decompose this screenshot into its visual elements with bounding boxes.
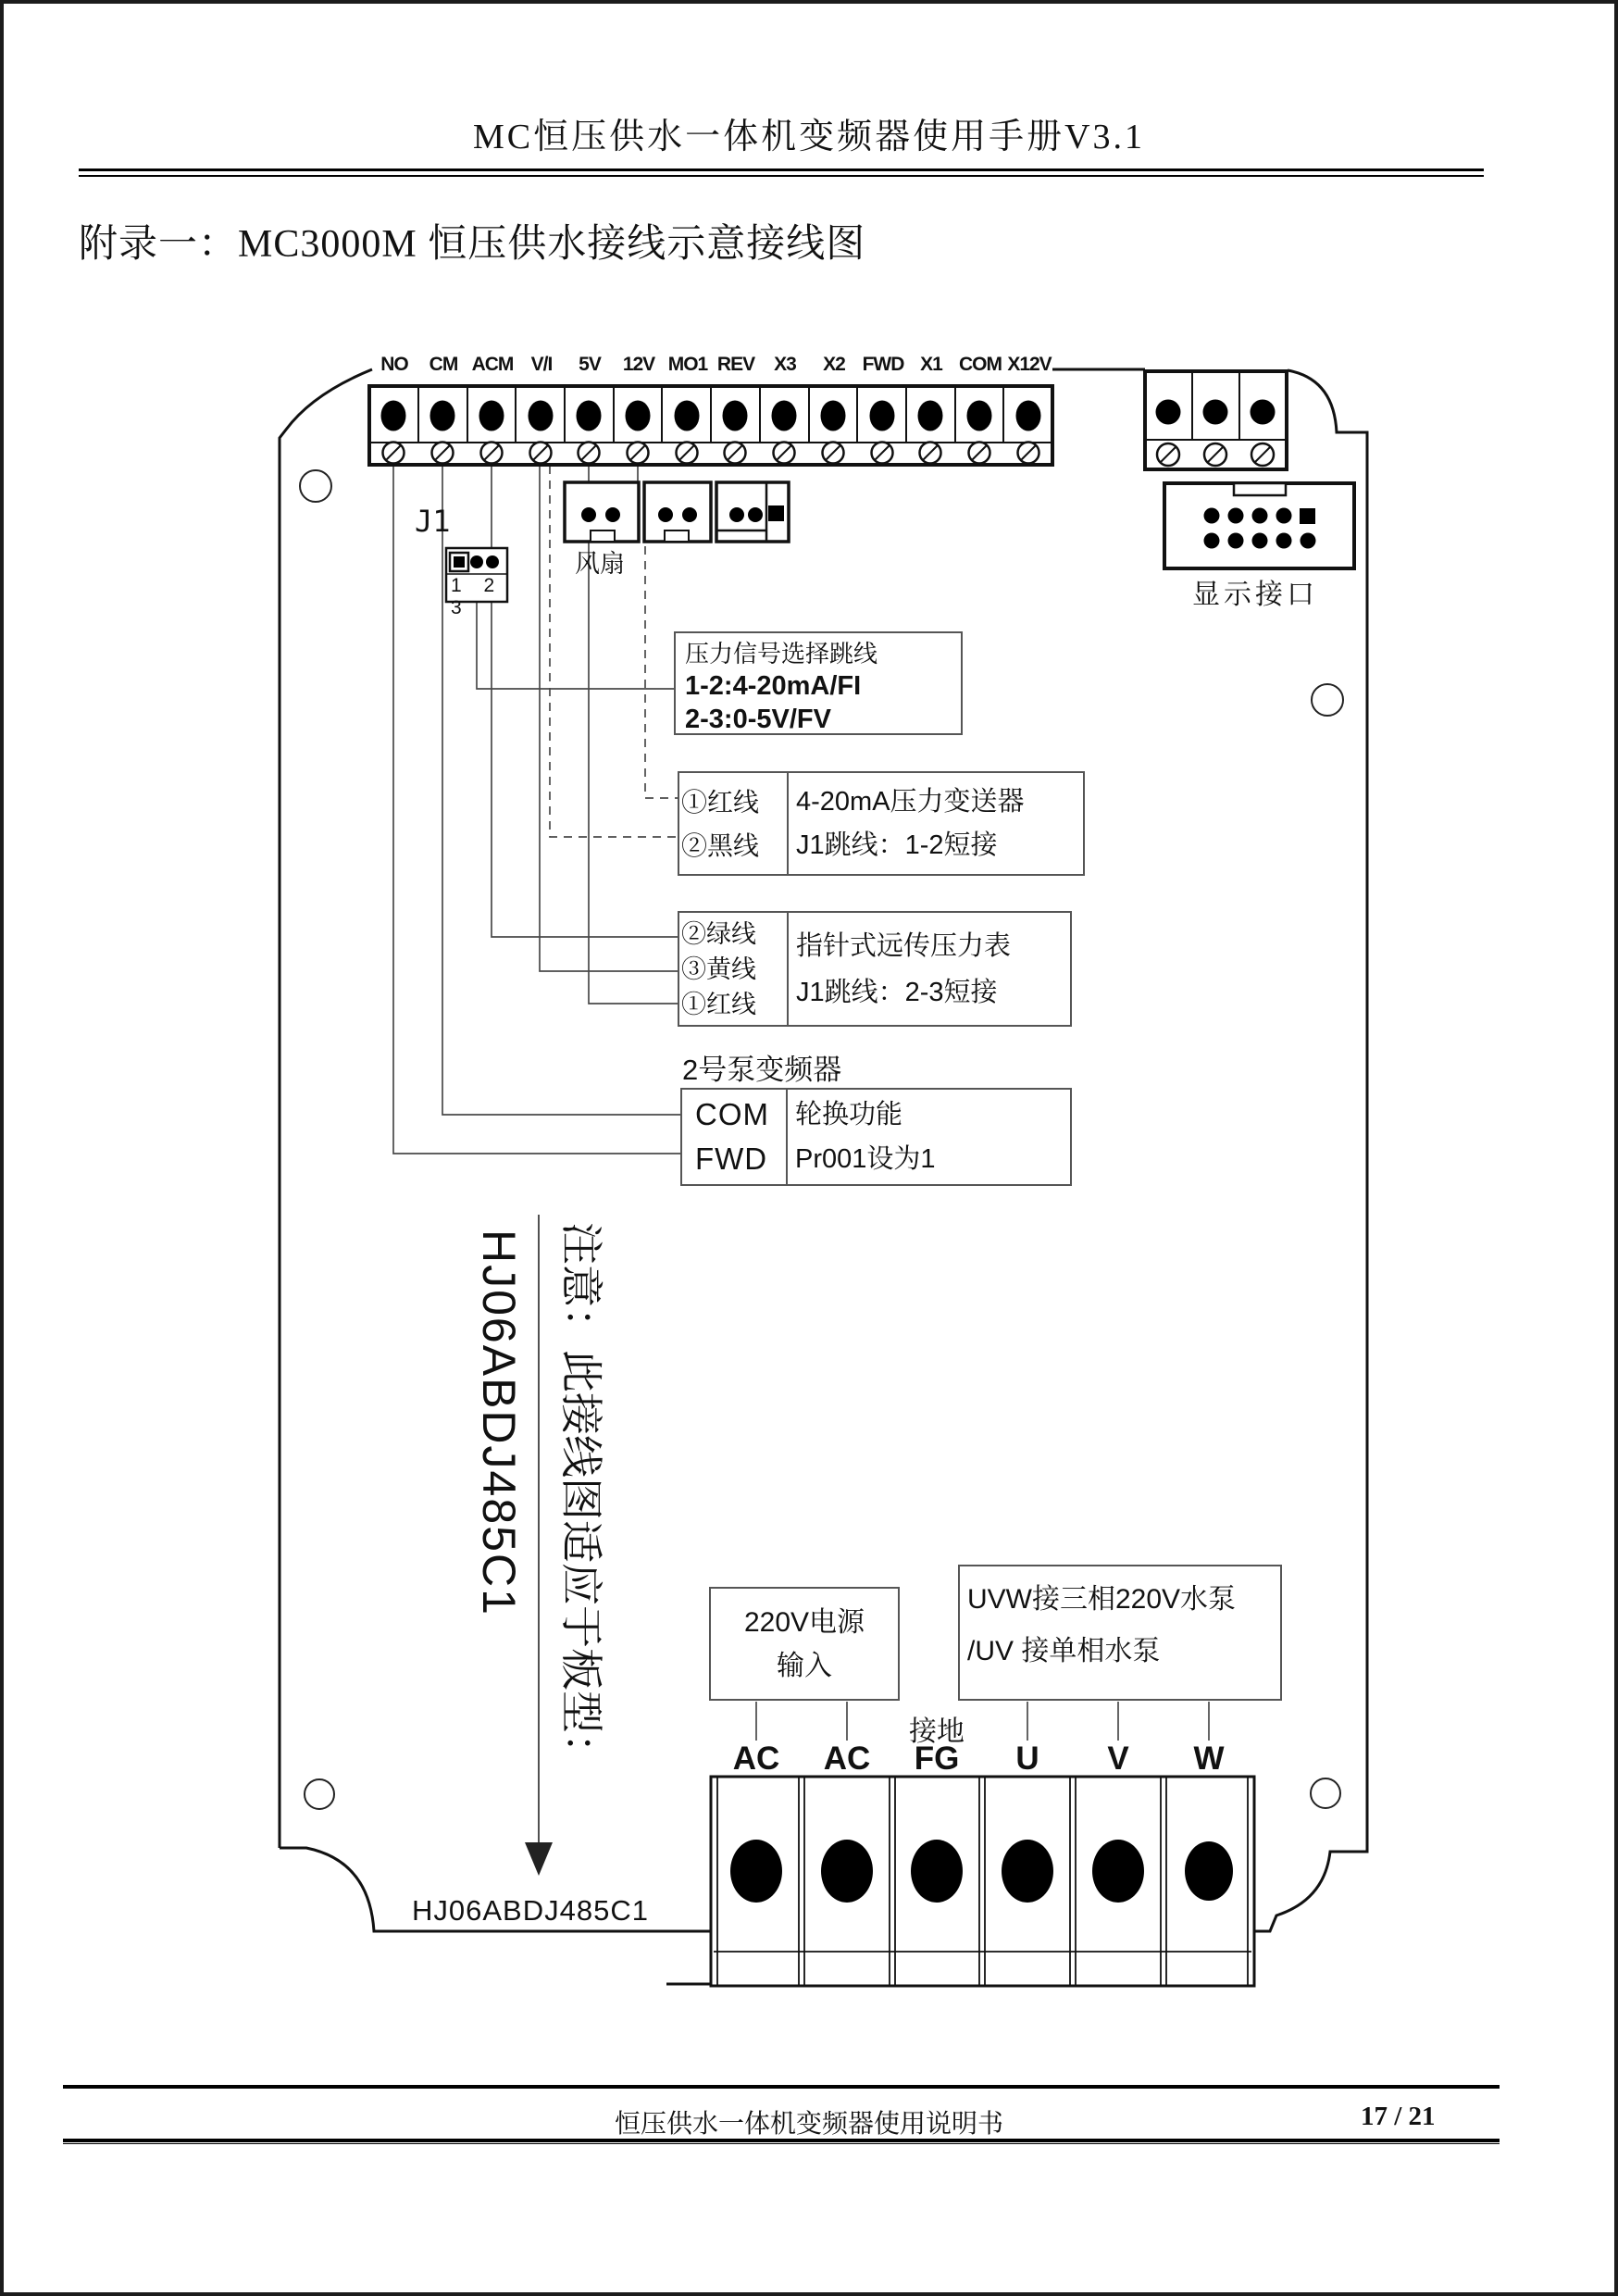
transmitter-desc: 4-20mA压力变送器 bbox=[796, 786, 1025, 817]
j1-pin-numbers: 1 2 3 bbox=[451, 575, 504, 618]
gauge-wire-yellow: ③黄线 bbox=[681, 955, 756, 983]
power-label-ac2: AC bbox=[823, 1741, 871, 1777]
header-title: MC恒压供水一体机变频器使用手册V3.1 bbox=[472, 118, 1146, 156]
terminal-label-vi: V/I bbox=[530, 354, 553, 375]
power-label-ac1: AC bbox=[732, 1741, 780, 1777]
terminal-label-cm: CM bbox=[429, 354, 458, 375]
gauge-wire-green: ②绿线 bbox=[681, 919, 756, 948]
power-input-line1: 220V电源 bbox=[743, 1607, 865, 1638]
terminal-label-x2: X2 bbox=[823, 354, 845, 375]
j1-label: J1 bbox=[415, 504, 451, 539]
footer-rule-bottom bbox=[63, 2139, 1500, 2144]
jumper-select-opt2: 2-3:0-5V/FV bbox=[685, 704, 831, 734]
transmitter-jumper: J1跳线：1-2短接 bbox=[796, 830, 998, 860]
transmitter-wire-black: ②黑线 bbox=[681, 830, 760, 860]
callout-power-input bbox=[709, 1587, 900, 1701]
terminal-label-acm: ACM bbox=[471, 354, 514, 375]
terminal-label-5v: 5V bbox=[579, 354, 601, 375]
pump2-title: 2号泵变频器 bbox=[682, 1054, 842, 1086]
terminal-label-no: NO bbox=[380, 354, 408, 375]
terminal-label-mo1: MO1 bbox=[667, 354, 708, 375]
gauge-wire-red: ①红线 bbox=[681, 990, 756, 1018]
terminal-label-com: COM bbox=[959, 354, 1002, 375]
note-vertical: 注意：此接线图适应于板型： bbox=[557, 1222, 605, 1776]
power-label-v: V bbox=[1107, 1741, 1129, 1777]
transmitter-wire-red: ①红线 bbox=[681, 787, 760, 817]
jumper-select-opt1: 1-2:4-20mA/FI bbox=[685, 670, 862, 701]
terminal-label-rev: REV bbox=[716, 354, 755, 375]
pump2-wire-fwd: FWD bbox=[695, 1142, 768, 1176]
display-port-connector bbox=[1164, 483, 1354, 568]
callout-jumper-select bbox=[674, 631, 963, 735]
jumper-select-title: 压力信号选择跳线 bbox=[685, 640, 878, 668]
callout-pump-output bbox=[958, 1565, 1282, 1701]
callout-pump2 bbox=[680, 1088, 1072, 1186]
gauge-jumper: J1跳线：2-3短接 bbox=[796, 977, 998, 1007]
footer-title: 恒压供水一体机变频器使用说明书 bbox=[614, 2110, 1003, 2139]
terminal-label-x1: X1 bbox=[920, 354, 942, 375]
power-label-w: W bbox=[1193, 1741, 1225, 1777]
fan-label: 风扇 bbox=[575, 550, 625, 578]
terminal-label-12v: 12V bbox=[622, 354, 655, 375]
gauge-desc: 指针式远传压力表 bbox=[796, 930, 1012, 961]
power-label-fg: FG bbox=[914, 1741, 960, 1777]
pump2-param: Pr001设为1 bbox=[795, 1144, 936, 1174]
pump2-desc: 轮换功能 bbox=[795, 1100, 903, 1129]
display-port-label: 显示接口 bbox=[1192, 580, 1318, 610]
power-terminal-block bbox=[711, 1777, 1254, 1986]
callout-transmitter bbox=[678, 771, 1085, 876]
fan-connectors bbox=[565, 482, 789, 542]
aux-terminal-block bbox=[1145, 371, 1287, 469]
power-input-line2: 输入 bbox=[777, 1650, 832, 1681]
board-model-bottom: HJ06ABDJ485C1 bbox=[412, 1894, 649, 1927]
pump-output-line1: UVW接三相220V水泵 bbox=[967, 1584, 1237, 1615]
footer-page-number: 17 / 21 bbox=[1361, 2102, 1436, 2131]
terminal-label-x12v: X12V bbox=[1007, 354, 1052, 375]
terminal-label-x3: X3 bbox=[774, 354, 796, 375]
pump2-wire-com: COM bbox=[695, 1097, 769, 1131]
section-title: 附录一：MC3000M 恒压供水接线示意接线图 bbox=[79, 223, 866, 266]
pump-output-line2: /UV 接单相水泵 bbox=[967, 1635, 1161, 1666]
footer-rule-top bbox=[63, 2085, 1500, 2089]
callout-gauge bbox=[678, 911, 1072, 1027]
terminal-label-fwd: FWD bbox=[862, 354, 904, 375]
note-arrow bbox=[525, 1215, 553, 1876]
board-model-vertical: HJ06ABDJ485C1 bbox=[473, 1229, 525, 1616]
power-label-u: U bbox=[1015, 1741, 1039, 1777]
ground-label: 接地 bbox=[909, 1716, 965, 1747]
signal-terminal-strip bbox=[369, 386, 1052, 465]
